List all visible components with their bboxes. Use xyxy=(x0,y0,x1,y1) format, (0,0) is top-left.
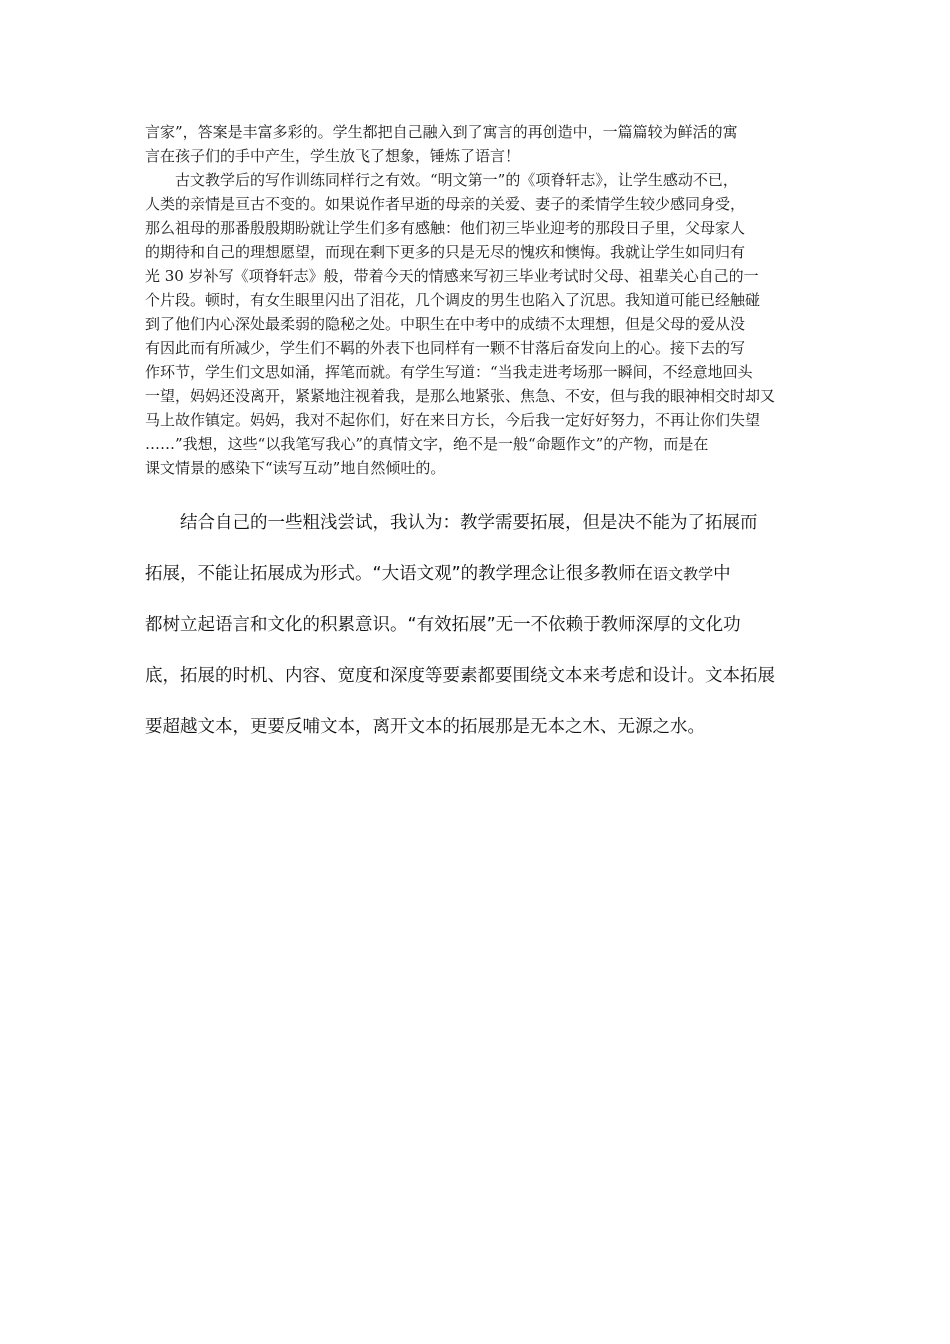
text-line: 个片段。顿时，有女生眼里闪出了泪花，几个调皮的男生也陷入了沉思。我知道可能已经触碰 xyxy=(145,291,761,309)
text-line: 有因此而有所减少，学生们不羁的外表下也同样有一颗不甘落后奋发向上的心。接下去的写 xyxy=(145,339,746,357)
text-line: 结合自己的一些粗浅尝试，我认为：教学需要拓展，但是决不能为了拓展而 xyxy=(180,513,758,533)
text-line: 光 30 岁补写《项脊轩志》般，带着今天的情感来写初三毕业考试时父母、祖辈关心自己的一 xyxy=(145,267,759,285)
text-line: 课文情景的感染下“读写互动”地自然倾吐的。 xyxy=(145,459,446,477)
text-line: 那么祖母的那番殷殷期盼就让学生们多有感触：他们初三毕业迎考的那段日子里，父母家人 xyxy=(145,219,746,237)
text-line: 一望，妈妈还没离开，紧紧地注视着我，是那么地紧张、焦急、不安，但与我的眼神相交时却又 xyxy=(145,387,776,405)
conclusion-lines xyxy=(145,504,810,746)
inline-serif-term: 语文教学 xyxy=(653,565,714,583)
text-line: ……”我想，这些“以我笔写我心”的真情文字，绝不是一般“命题作文”的产物，而是在 xyxy=(145,435,709,453)
text-line: 底，拓展的时机、内容、宽度和深度等要素都要围绕文本来考虑和设计。文本拓展 xyxy=(145,666,775,686)
text-line: 古文教学后的写作训练同样行之有效。“明文第一”的《项脊轩志》，让学生感动不已， xyxy=(175,171,738,189)
text-line: 马上故作镇定。妈妈，我对不起你们，好在来日方长，今后我一定好好努力，不再让你们失望 xyxy=(145,411,761,429)
text-line: 的期待和自己的理想愿望，而现在剩下更多的只是无尽的愧疚和懊悔。我就让学生如同归有 xyxy=(145,243,746,261)
text-line: 人类的亲情是亘古不变的。如果说作者早逝的母亲的关爱、妻子的柔情学生较少感同身受， xyxy=(145,195,746,213)
text-line: 言在孩子们的手中产生，学生放飞了想象，锤炼了语言！ xyxy=(145,147,521,165)
paragraph-fable-conclusion xyxy=(145,120,810,168)
paragraph-classical-writing xyxy=(145,168,810,480)
text-line: 要超越文本，更要反哺文本，离开文本的拓展那是无本之木、无源之水。 xyxy=(145,717,705,737)
text-line-with-inline xyxy=(145,555,810,593)
conclusion-paragraph xyxy=(145,504,810,759)
text-segment: 拓展，不能让拓展成为形式。“大语文观”的教学理念让很多教师在 xyxy=(145,564,654,584)
text-line: 到了他们内心深处最柔弱的隐秘之处。中职生在中考中的成绩不太理想，但是父母的爱从没 xyxy=(145,315,746,333)
text-line: 作环节，学生们文思如涌，挥笔而就。有学生写道：“当我走进考场那一瞬间，不经意地回头 xyxy=(145,363,753,381)
text-line: 言家”，答案是丰富多彩的。学生都把自己融入到了寓言的再创造中，一篇篇较为鲜活的寓 xyxy=(145,123,738,141)
text-line: 都树立起语言和文化的积累意识。“有效拓展”无一不依赖于教师深厚的文化功 xyxy=(145,615,741,635)
serif-text-block xyxy=(145,120,810,480)
text-segment: 中 xyxy=(713,564,731,584)
